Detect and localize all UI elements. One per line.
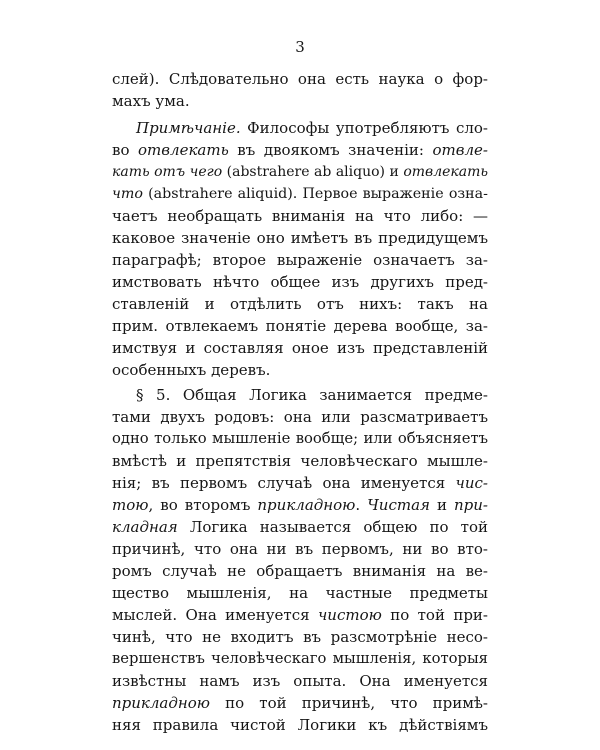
italic-term: чистою xyxy=(317,606,382,624)
text-line xyxy=(112,472,488,494)
text-line xyxy=(112,315,488,337)
text-line xyxy=(112,582,488,604)
text-line xyxy=(136,117,488,139)
text-line xyxy=(112,494,488,516)
text-run: Логика называется общею по той xyxy=(177,518,488,536)
text-run: слей). Слѣдовательно она есть наука о фор- xyxy=(112,70,488,88)
text-run: щество мышленія, на частные предметы xyxy=(112,584,488,602)
text-line xyxy=(112,249,488,271)
text-line xyxy=(112,538,488,560)
text-run: извѣстны намъ изъ опыта. Она именуется xyxy=(112,672,488,690)
text-run: параграфѣ; второе выраженіе означаетъ за- xyxy=(112,251,488,269)
text-run: имствуя и составляя оное изъ представленій xyxy=(112,339,488,357)
text-run: § 5. Общая Логика занимается предме- xyxy=(136,386,488,404)
text-line xyxy=(112,670,488,692)
text-line xyxy=(112,205,488,227)
text-run: по той при- xyxy=(381,606,488,624)
text-line xyxy=(112,428,488,450)
text-line xyxy=(112,183,488,205)
italic-term: чис- xyxy=(455,474,488,492)
text-run: няя правила чистой Логики къ дѣйствіямъ xyxy=(112,716,488,734)
text-run: махъ ума. xyxy=(112,92,190,110)
text-run: нія; въ первомъ случаѣ она именуется xyxy=(112,474,456,492)
text-run: въ двоякомъ значеніи: xyxy=(228,141,433,159)
text-line xyxy=(112,516,488,538)
text-run: одно только мышленіе вообще; или объясняетъ xyxy=(112,430,488,447)
text-line xyxy=(112,359,488,381)
text-line xyxy=(112,714,488,736)
italic-term: прикладною xyxy=(112,694,210,712)
italic-term: что xyxy=(112,186,143,202)
text-line xyxy=(112,648,488,670)
text-line xyxy=(112,68,488,90)
text-run: вмѣстѣ и препятствія человѣческаго мышле- xyxy=(112,452,488,470)
text-run: ромъ случаѣ не обращаетъ вниманія на ве- xyxy=(112,562,488,580)
text-run: особенныхъ деревъ. xyxy=(112,361,271,379)
text-run: тами двухъ родовъ: она или разсматриваетъ xyxy=(112,408,488,426)
italic-term: при- xyxy=(454,496,488,514)
text-run: (abstrahere ab aliquo) и xyxy=(222,164,404,180)
text-run: чинѣ, что не входитъ въ разсмотрѣніе несо- xyxy=(112,628,488,646)
text-run: во xyxy=(112,141,139,159)
italic-term: отвлекать xyxy=(403,164,488,180)
text-run: , во второмъ xyxy=(148,496,258,514)
text-line xyxy=(112,560,488,582)
text-run: по той причинѣ, что примѣ- xyxy=(210,694,488,712)
text-line xyxy=(112,227,488,249)
text-run: причинѣ, что она ни въ первомъ, ни во вто- xyxy=(112,540,488,558)
text-run: чаетъ необращать вниманія на что либо: — xyxy=(112,207,488,225)
text-run: Философы употребляютъ сло- xyxy=(240,119,488,137)
italic-term: отвлекать xyxy=(138,141,229,159)
text-line xyxy=(112,161,488,183)
italic-term: отвле- xyxy=(432,141,488,159)
text-line xyxy=(112,337,488,359)
italic-term: Примѣчаніе. xyxy=(136,119,241,137)
italic-term: кладная xyxy=(112,518,178,536)
text-line xyxy=(112,450,488,472)
italic-term: прикладною xyxy=(257,496,356,514)
page-number: 3 xyxy=(295,38,305,56)
text-run: и xyxy=(429,496,454,514)
text-line xyxy=(112,626,488,648)
text-line xyxy=(112,139,488,161)
text-line xyxy=(112,604,488,626)
text-line xyxy=(112,293,488,315)
italic-term: Чистая xyxy=(367,496,430,514)
text-line xyxy=(112,271,488,293)
text-line xyxy=(112,692,488,714)
text-run: вершенствъ человѣческаго мышленія, которыя xyxy=(112,650,488,667)
text-run: каковое значеніе оно имѣетъ въ предидущемъ xyxy=(112,229,488,247)
text-run: (abstrahere aliquid). Первое выраженіе озна- xyxy=(142,186,488,202)
text-line xyxy=(112,90,488,112)
text-run: прим. отвлекаемъ понятіе дерева вообще, за- xyxy=(112,317,488,335)
text-run: имствовать нѣчто общее изъ другихъ пред- xyxy=(112,273,488,291)
text-line xyxy=(112,406,488,428)
text-run: мыслей. Она именуется xyxy=(112,606,318,624)
text-line xyxy=(136,384,488,406)
text-run: ставленій и отдѣлить отъ нихъ: такъ на xyxy=(112,295,488,313)
text-run: . xyxy=(355,496,368,514)
italic-term: кать отъ чего xyxy=(112,164,223,180)
italic-term: тою xyxy=(112,496,149,514)
